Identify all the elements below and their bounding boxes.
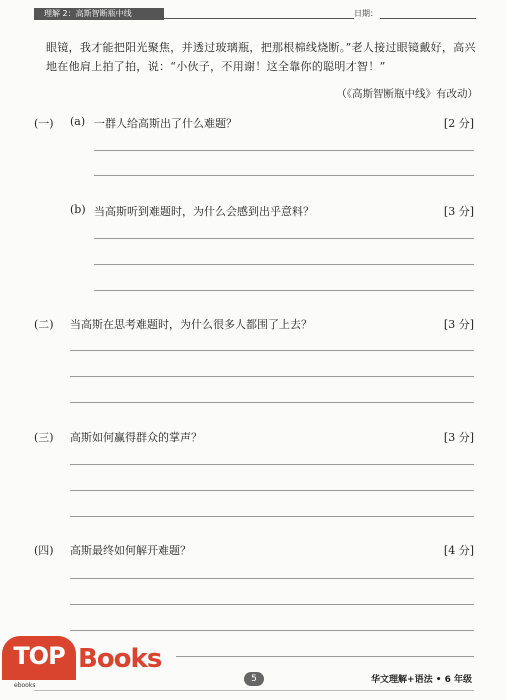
answer-line-3-1[interactable] <box>70 464 474 465</box>
question-marks-2: [3 分] <box>443 318 474 331</box>
answer-line-4-2[interactable] <box>70 604 474 605</box>
answer-line-4-4[interactable] <box>176 656 474 657</box>
question-text-1a: 一群人给高斯出了什么难题？ <box>94 117 237 130</box>
answer-line-1b-3[interactable] <box>94 290 474 291</box>
footer-rule <box>34 690 474 691</box>
date-label: 日期： <box>354 9 378 18</box>
question-text-4: 高斯最终如何解开难题？ <box>70 544 191 557</box>
header-title: 理解 2：高斯智断瓶中线 <box>44 9 132 18</box>
logo-top-text: TOP <box>13 642 65 670</box>
question-number-3: (三) <box>34 431 54 444</box>
answer-line-1b-2[interactable] <box>94 264 474 265</box>
answer-line-2-2[interactable] <box>70 376 474 377</box>
question-marks-4: [4 分] <box>443 544 474 557</box>
passage-source: （《高斯智断瓶中线》有改动） <box>336 88 478 100</box>
answer-line-1a-1[interactable] <box>94 150 474 151</box>
answer-line-4-1[interactable] <box>70 578 474 579</box>
page-header <box>0 8 506 20</box>
question-number-4: (四) <box>34 544 54 557</box>
question-text-3: 高斯如何赢得群众的掌声？ <box>70 431 202 444</box>
page-number: 5 <box>244 672 264 686</box>
logo-books-text: Books <box>78 644 162 674</box>
book-title: 华文理解+语法 • 6 年级 <box>371 675 472 685</box>
answer-line-3-2[interactable] <box>70 490 474 491</box>
question-number-1: (一) <box>34 117 54 130</box>
question-text-1b: 当高斯听到难题时，为什么会感到出乎意料？ <box>94 205 314 218</box>
answer-line-2-3[interactable] <box>70 402 474 403</box>
question-text-2: 当高斯在思考难题时，为什么很多人都围了上去？ <box>70 318 312 331</box>
logo-small-text: ebooks <box>14 682 36 689</box>
question-marks-1a: [2 分] <box>443 117 474 130</box>
passage-text: 眼镜，我才能把阳光聚焦，并透过玻璃瓶，把那根棉线烧断。”老人接过眼镜戴好，高兴地在他肩上拍了拍，说：“小伙子，不用谢！这全靠你的聪明才智！” <box>46 41 476 73</box>
date-blank-line[interactable] <box>380 18 476 19</box>
header-rule <box>164 18 354 19</box>
answer-line-1b-1[interactable] <box>94 238 474 239</box>
question-marks-3: [3 分] <box>443 431 474 444</box>
question-sub-1b: (b) <box>70 203 86 216</box>
question-marks-1b: [3 分] <box>443 205 474 218</box>
question-number-2: (二) <box>34 318 54 331</box>
answer-line-4-3[interactable] <box>70 630 474 631</box>
answer-line-2-1[interactable] <box>70 350 474 351</box>
answer-line-1a-2[interactable] <box>94 175 474 176</box>
answer-line-3-3[interactable] <box>70 516 474 517</box>
question-sub-1a: (a) <box>70 115 86 128</box>
